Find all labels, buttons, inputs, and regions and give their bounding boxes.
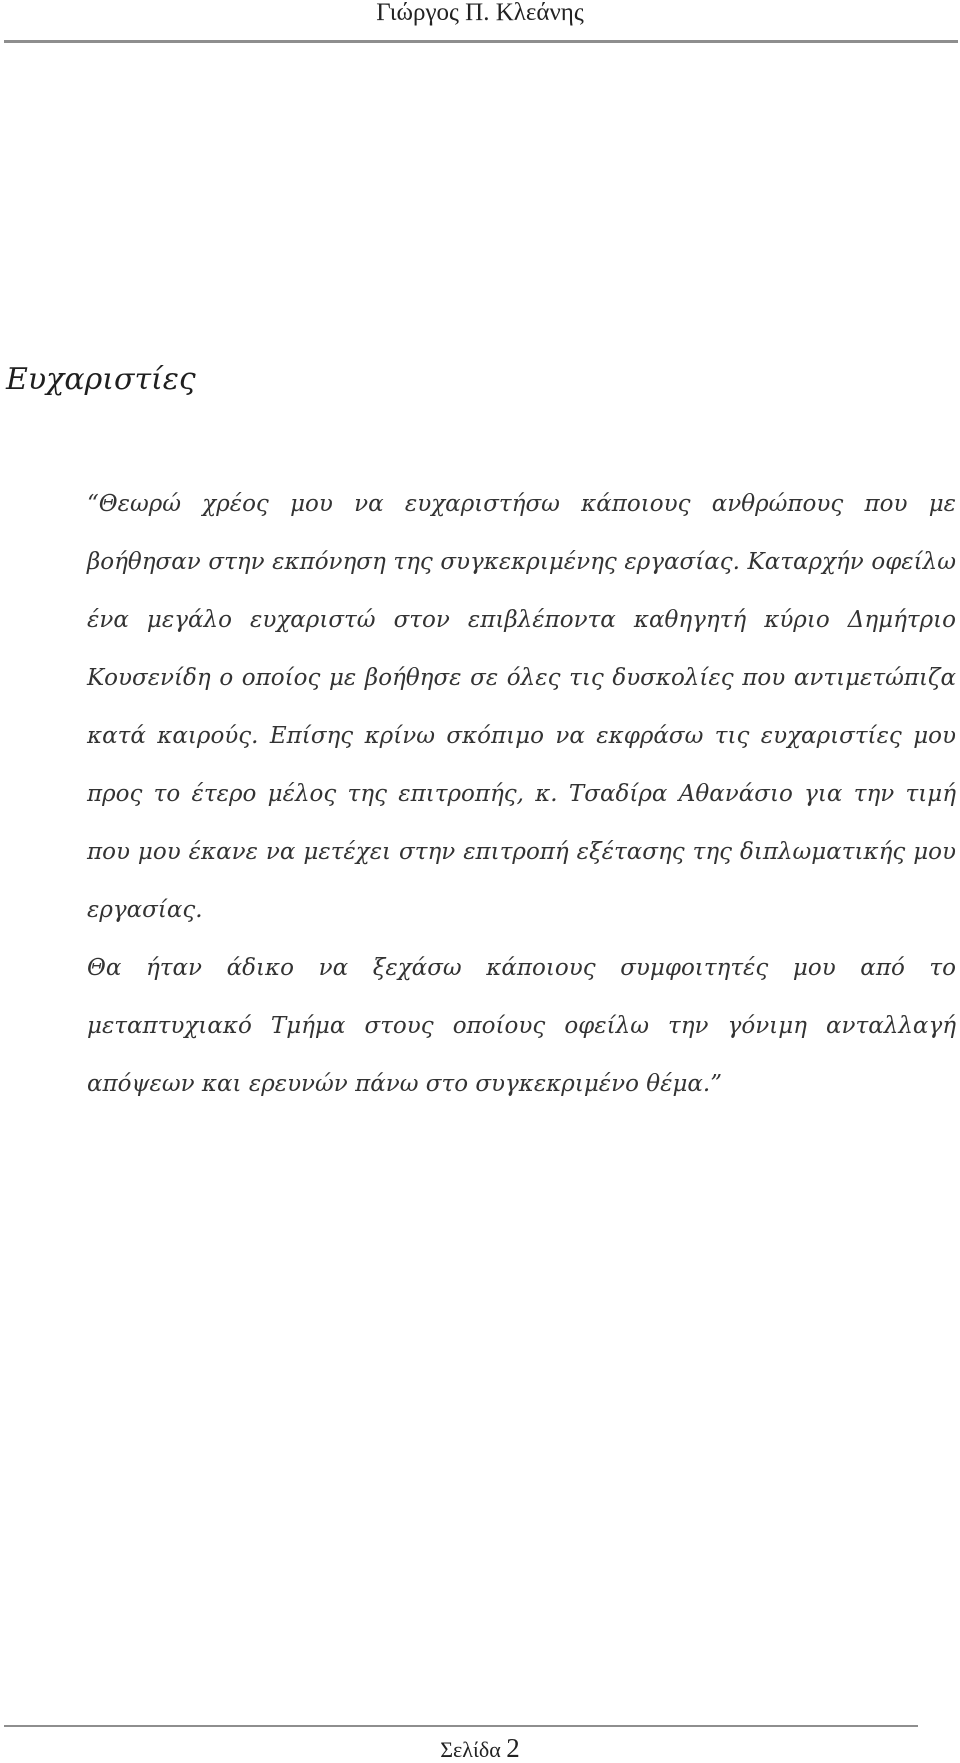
page-number: 2 xyxy=(506,1733,520,1763)
page-label: Σελίδα xyxy=(440,1737,501,1762)
page-header-author: Γιώργος Π. Κλεάνης xyxy=(376,0,584,26)
paragraph-2: Θα ήταν άδικο να ξεχάσω κάποιους συμφοιτητές μου από το μεταπτυχιακό Τμήμα στους οποίους οφείλω την γόνιμη ανταλλαγή απόψεων και ερευνών πάνω στο συγκεκριμένο θέμα.” xyxy=(87,955,956,1097)
page-title: Ευχαριστίες xyxy=(6,362,196,397)
footer-divider xyxy=(4,1725,918,1727)
document-body xyxy=(87,475,956,1113)
page-footer xyxy=(0,1735,960,1763)
header-divider xyxy=(4,40,958,43)
paragraph-1: “Θεωρώ χρέος μου να ευχαριστήσω κάποιους ανθρώπους που με βοήθησαν στην εκπόνηση της συγκεκριμένης εργασίας. Καταρχήν οφείλω ένα μεγάλο ευχαριστώ στον επιβλέποντα καθηγητή κύριο Δημήτριο Κουσενίδη ο οποίος με βοήθησε σε όλες τις δυσκολίες που αντιμετώπιζα κατά καιρούς. Επίσης κρίνω σκόπιμο να εκφράσω τις ευχαριστίες μου προς το έτερο μέλος της επιτροπής, κ. Τσαδίρα Αθανάσιο για την τιμή που μου έκανε να μετέχει στην επιτροπή εξέτασης της διπλωματικής μου εργασίας. xyxy=(87,491,956,923)
